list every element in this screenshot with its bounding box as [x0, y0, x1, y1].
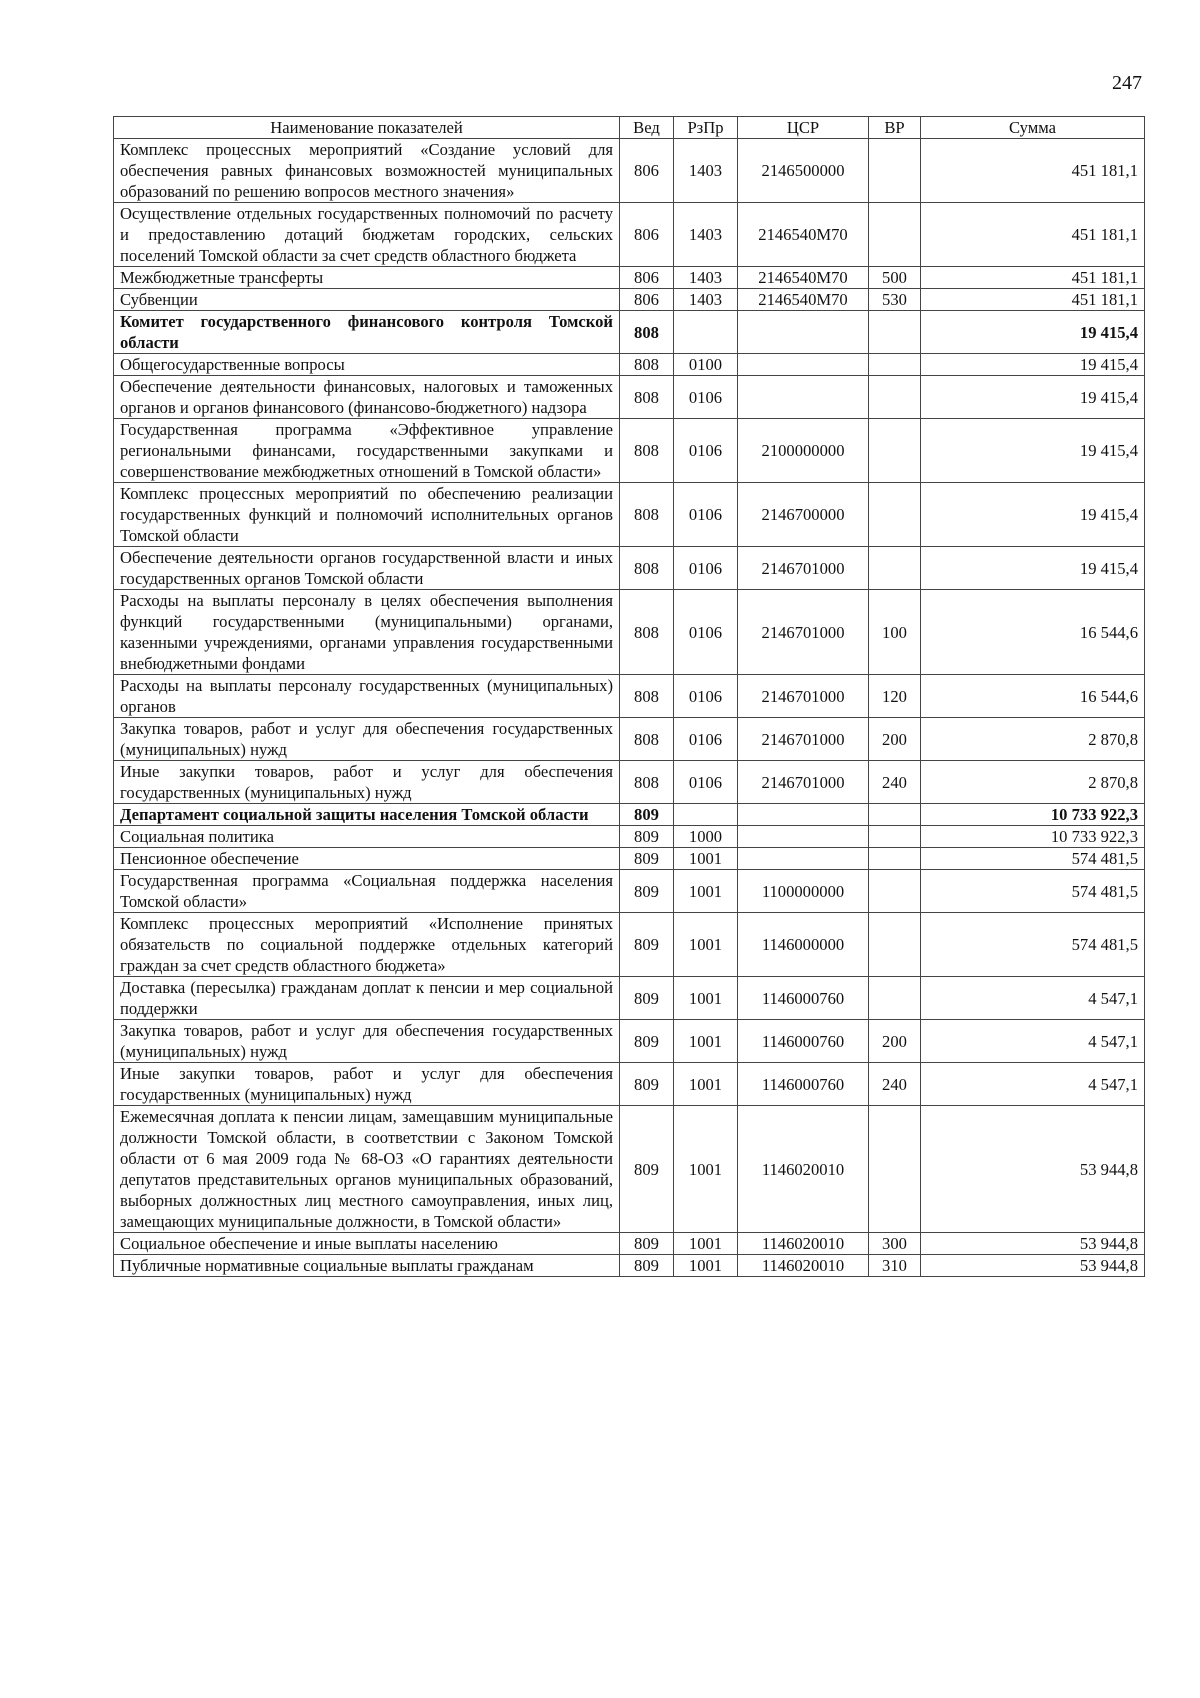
cell-csr: 2100000000	[738, 419, 869, 483]
cell-name: Комплекс процессных мероприятий «Исполнение принятых обязательств по социальной поддержке отдельных категорий граждан за счет средств областного бюджета»	[114, 913, 620, 977]
cell-name: Комитет государственного финансового контроля Томской области	[114, 311, 620, 354]
table-row	[114, 1255, 1145, 1277]
cell-rzpr: 0106	[674, 419, 738, 483]
cell-sum: 574 481,5	[921, 870, 1145, 913]
table-row	[114, 675, 1145, 718]
table-row	[114, 311, 1145, 354]
cell-sum: 10 733 922,3	[921, 804, 1145, 826]
cell-csr	[738, 376, 869, 419]
cell-sum: 53 944,8	[921, 1255, 1145, 1277]
table-row	[114, 139, 1145, 203]
table-row	[114, 1106, 1145, 1233]
table-row	[114, 977, 1145, 1020]
cell-ved: 808	[620, 376, 674, 419]
table-row	[114, 354, 1145, 376]
cell-csr: 2146540М70	[738, 203, 869, 267]
cell-rzpr: 1001	[674, 1106, 738, 1233]
cell-csr: 2146700000	[738, 483, 869, 547]
table-row	[114, 267, 1145, 289]
cell-vr	[869, 870, 921, 913]
cell-rzpr: 0106	[674, 376, 738, 419]
cell-vr	[869, 311, 921, 354]
cell-rzpr	[674, 311, 738, 354]
cell-vr	[869, 826, 921, 848]
cell-sum: 53 944,8	[921, 1106, 1145, 1233]
table-header-row	[114, 117, 1145, 139]
cell-sum: 19 415,4	[921, 376, 1145, 419]
cell-vr	[869, 1106, 921, 1233]
cell-csr: 2146701000	[738, 547, 869, 590]
cell-rzpr: 1403	[674, 203, 738, 267]
cell-rzpr: 1001	[674, 848, 738, 870]
cell-vr	[869, 483, 921, 547]
cell-csr: 2146701000	[738, 675, 869, 718]
cell-name: Социальная политика	[114, 826, 620, 848]
cell-ved: 808	[620, 718, 674, 761]
cell-csr: 1100000000	[738, 870, 869, 913]
cell-ved: 809	[620, 870, 674, 913]
col-header-ved: Вед	[620, 117, 674, 139]
cell-csr: 1146000760	[738, 977, 869, 1020]
cell-vr: 120	[869, 675, 921, 718]
table-row	[114, 870, 1145, 913]
cell-rzpr	[674, 804, 738, 826]
cell-ved: 809	[620, 1063, 674, 1106]
cell-ved: 806	[620, 139, 674, 203]
cell-sum: 451 181,1	[921, 267, 1145, 289]
cell-ved: 808	[620, 483, 674, 547]
cell-sum: 451 181,1	[921, 203, 1145, 267]
cell-csr: 2146540М70	[738, 289, 869, 311]
cell-csr: 2146701000	[738, 590, 869, 675]
cell-csr: 1146020010	[738, 1106, 869, 1233]
cell-vr: 200	[869, 1020, 921, 1063]
cell-csr: 1146020010	[738, 1233, 869, 1255]
cell-sum: 574 481,5	[921, 848, 1145, 870]
cell-name: Государственная программа «Социальная поддержка населения Томской области»	[114, 870, 620, 913]
cell-vr: 200	[869, 718, 921, 761]
cell-name: Субвенции	[114, 289, 620, 311]
cell-sum: 4 547,1	[921, 1020, 1145, 1063]
cell-name: Пенсионное обеспечение	[114, 848, 620, 870]
cell-name: Государственная программа «Эффективное управление региональными финансами, государственными закупками и совершенствование межбюджетных отношений в Томской области»	[114, 419, 620, 483]
cell-vr	[869, 354, 921, 376]
cell-sum: 19 415,4	[921, 483, 1145, 547]
table-row	[114, 547, 1145, 590]
cell-vr	[869, 913, 921, 977]
cell-vr	[869, 804, 921, 826]
cell-sum: 10 733 922,3	[921, 826, 1145, 848]
cell-name: Комплекс процессных мероприятий по обеспечению реализации государственных функций и полномочий исполнительных органов Томской области	[114, 483, 620, 547]
cell-ved: 808	[620, 419, 674, 483]
cell-name: Иные закупки товаров, работ и услуг для обеспечения государственных (муниципальных) нужд	[114, 1063, 620, 1106]
cell-ved: 808	[620, 761, 674, 804]
cell-name: Иные закупки товаров, работ и услуг для обеспечения государственных (муниципальных) нужд	[114, 761, 620, 804]
cell-csr	[738, 311, 869, 354]
cell-sum: 16 544,6	[921, 590, 1145, 675]
cell-name: Расходы на выплаты персоналу государственных (муниципальных) органов	[114, 675, 620, 718]
table-row	[114, 848, 1145, 870]
table-row	[114, 804, 1145, 826]
table-row	[114, 761, 1145, 804]
cell-csr: 1146000760	[738, 1020, 869, 1063]
cell-csr	[738, 804, 869, 826]
cell-vr	[869, 848, 921, 870]
cell-sum: 4 547,1	[921, 977, 1145, 1020]
table-row	[114, 203, 1145, 267]
cell-rzpr: 0106	[674, 547, 738, 590]
cell-ved: 806	[620, 267, 674, 289]
cell-ved: 809	[620, 804, 674, 826]
cell-ved: 809	[620, 826, 674, 848]
cell-name: Департамент социальной защиты населения Томской области	[114, 804, 620, 826]
cell-rzpr: 0106	[674, 483, 738, 547]
cell-name: Закупка товаров, работ и услуг для обеспечения государственных (муниципальных) нужд	[114, 718, 620, 761]
cell-rzpr: 1001	[674, 913, 738, 977]
cell-vr: 100	[869, 590, 921, 675]
cell-ved: 808	[620, 311, 674, 354]
cell-ved: 808	[620, 547, 674, 590]
cell-vr: 300	[869, 1233, 921, 1255]
cell-csr: 1146000760	[738, 1063, 869, 1106]
cell-vr: 240	[869, 1063, 921, 1106]
cell-csr: 1146020010	[738, 1255, 869, 1277]
cell-vr: 500	[869, 267, 921, 289]
cell-sum: 19 415,4	[921, 419, 1145, 483]
cell-rzpr: 1403	[674, 267, 738, 289]
table-row	[114, 1063, 1145, 1106]
cell-sum: 19 415,4	[921, 547, 1145, 590]
cell-rzpr: 0106	[674, 590, 738, 675]
table-row	[114, 1233, 1145, 1255]
cell-rzpr: 1001	[674, 1233, 738, 1255]
cell-rzpr: 1403	[674, 139, 738, 203]
cell-name: Общегосударственные вопросы	[114, 354, 620, 376]
cell-ved: 809	[620, 1020, 674, 1063]
cell-vr: 240	[869, 761, 921, 804]
cell-vr	[869, 977, 921, 1020]
cell-sum: 4 547,1	[921, 1063, 1145, 1106]
table-row	[114, 419, 1145, 483]
cell-vr	[869, 376, 921, 419]
cell-vr	[869, 547, 921, 590]
col-header-csr: ЦСР	[738, 117, 869, 139]
cell-sum: 574 481,5	[921, 913, 1145, 977]
cell-rzpr: 1001	[674, 1255, 738, 1277]
cell-sum: 2 870,8	[921, 761, 1145, 804]
cell-csr: 2146701000	[738, 718, 869, 761]
cell-sum: 451 181,1	[921, 289, 1145, 311]
cell-ved: 809	[620, 1255, 674, 1277]
cell-name: Ежемесячная доплата к пенсии лицам, замещавшим муниципальные должности Томской области, в соответствии с Законом Томской области от 6 мая 2009 года № 68-ОЗ «О гарантиях деятельности депутатов представительных органов муниципальных образований, выборных должностных лиц местного самоуправления, иных лиц, замещающих муниципальные должности, в Томской области»	[114, 1106, 620, 1233]
cell-name: Социальное обеспечение и иные выплаты населению	[114, 1233, 620, 1255]
cell-name: Осуществление отдельных государственных полномочий по расчету и предоставлению дотаций бюджетам городских, сельских поселений Томской области за счет средств областного бюджета	[114, 203, 620, 267]
cell-name: Межбюджетные трансферты	[114, 267, 620, 289]
cell-rzpr: 0106	[674, 718, 738, 761]
budget-table	[113, 116, 1145, 1277]
cell-ved: 808	[620, 675, 674, 718]
table-row	[114, 483, 1145, 547]
cell-rzpr: 0100	[674, 354, 738, 376]
table-body	[114, 139, 1145, 1277]
cell-ved: 809	[620, 848, 674, 870]
table-row	[114, 913, 1145, 977]
cell-sum: 53 944,8	[921, 1233, 1145, 1255]
cell-sum: 2 870,8	[921, 718, 1145, 761]
col-header-rzpr: РзПр	[674, 117, 738, 139]
cell-sum: 19 415,4	[921, 354, 1145, 376]
cell-csr	[738, 848, 869, 870]
cell-ved: 806	[620, 203, 674, 267]
cell-csr: 1146000000	[738, 913, 869, 977]
cell-name: Доставка (пересылка) гражданам доплат к пенсии и мер социальной поддержки	[114, 977, 620, 1020]
cell-csr	[738, 354, 869, 376]
cell-ved: 808	[620, 354, 674, 376]
cell-name: Расходы на выплаты персоналу в целях обеспечения выполнения функций государственными (муниципальными) органами, казенными учреждениями, органами управления государственными внебюджетными фондами	[114, 590, 620, 675]
cell-name: Обеспечение деятельности финансовых, налоговых и таможенных органов и органов финансового (финансово-бюджетного) надзора	[114, 376, 620, 419]
cell-vr	[869, 139, 921, 203]
cell-name: Комплекс процессных мероприятий «Создание условий для обеспечения равных финансовых возможностей муниципальных образований по решению вопросов местного значения»	[114, 139, 620, 203]
cell-rzpr: 1001	[674, 1063, 738, 1106]
cell-name: Закупка товаров, работ и услуг для обеспечения государственных (муниципальных) нужд	[114, 1020, 620, 1063]
cell-rzpr: 1001	[674, 977, 738, 1020]
cell-csr: 2146500000	[738, 139, 869, 203]
cell-sum: 451 181,1	[921, 139, 1145, 203]
col-header-name: Наименование показателей	[114, 117, 620, 139]
table-row	[114, 376, 1145, 419]
cell-sum: 19 415,4	[921, 311, 1145, 354]
cell-rzpr: 0106	[674, 675, 738, 718]
cell-ved: 806	[620, 289, 674, 311]
col-header-vr: ВР	[869, 117, 921, 139]
cell-name: Обеспечение деятельности органов государственной власти и иных государственных органов Томской области	[114, 547, 620, 590]
cell-vr	[869, 203, 921, 267]
cell-csr	[738, 826, 869, 848]
cell-sum: 16 544,6	[921, 675, 1145, 718]
cell-ved: 809	[620, 1233, 674, 1255]
cell-name: Публичные нормативные социальные выплаты гражданам	[114, 1255, 620, 1277]
cell-rzpr: 1403	[674, 289, 738, 311]
page-number: 247	[1112, 72, 1142, 94]
cell-rzpr: 0106	[674, 761, 738, 804]
col-header-sum: Сумма	[921, 117, 1145, 139]
cell-rzpr: 1001	[674, 1020, 738, 1063]
cell-csr: 2146540М70	[738, 267, 869, 289]
cell-csr: 2146701000	[738, 761, 869, 804]
table-row	[114, 826, 1145, 848]
table-row	[114, 718, 1145, 761]
cell-ved: 809	[620, 1106, 674, 1233]
table-row	[114, 289, 1145, 311]
cell-ved: 809	[620, 913, 674, 977]
cell-ved: 808	[620, 590, 674, 675]
cell-vr	[869, 419, 921, 483]
table-row	[114, 590, 1145, 675]
table-row	[114, 1020, 1145, 1063]
cell-ved: 809	[620, 977, 674, 1020]
cell-rzpr: 1001	[674, 870, 738, 913]
cell-rzpr: 1000	[674, 826, 738, 848]
cell-vr: 310	[869, 1255, 921, 1277]
cell-vr: 530	[869, 289, 921, 311]
